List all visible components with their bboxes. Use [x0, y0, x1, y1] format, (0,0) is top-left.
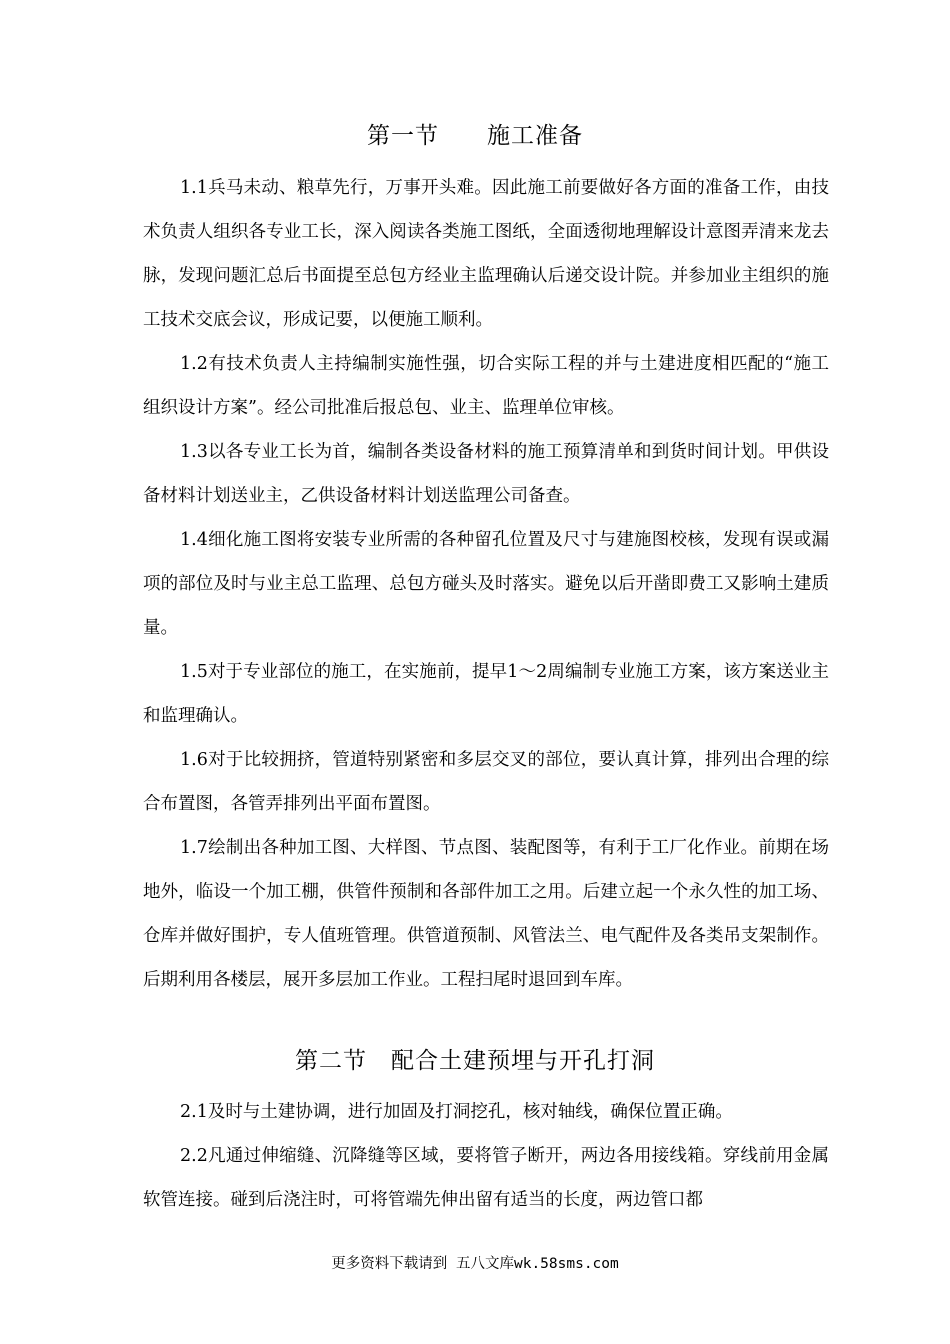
paragraph-1-5: 1.5对于专业部位的施工，在实施前，提早1～2周编制专业施工方案，该方案送业主和监理确认。: [143, 662, 829, 726]
paragraph-2-2: 2.2凡通过伸缩缝、沉降缝等区域，要将管子断开，两边各用接线箱。穿线前用金属软管连接。碰到后浇注时，可将管端先伸出留有适当的长度，两边管口都: [143, 1146, 829, 1210]
paragraph-1-6: 1.6对于比较拥挤，管道特别紧密和多层交叉的部位，要认真计算，排列出合理的综合布置图，各管弄排列出平面布置图。: [143, 750, 829, 814]
section-1-title: 第一节 施工准备: [367, 123, 583, 149]
paragraph-1-4: 1.4细化施工图将安装专业所需的各种留孔位置及尺寸与建施图校核，发现有误或漏项的部位及时与业主总工监理、总包方碰头及时落实。避免以后开凿即费工又影响土建质量。: [143, 530, 829, 638]
paragraph-1-3: 1.3以各专业工长为首，编制各类设备材料的施工预算清单和到货时间计划。甲供设备材料计划送业主，乙供设备材料计划送监理公司备查。: [143, 442, 829, 506]
section-2-title: 第二节 配合土建预埋与开孔打洞: [295, 1048, 655, 1074]
paragraph-1-7: 1.7绘制出各种加工图、大样图、节点图、装配图等，有利于工厂化作业。前期在场地外，临设一个加工棚，供管件预制和各部件加工之用。后建立起一个永久性的加工场、仓库并做好围护，专人值班管理。供管道预制、风管法兰、电气配件及各类吊支架制作。后期利用各楼层，展开多层加工作业。工程扫尾时退回到车库。: [143, 838, 829, 990]
paragraph-2-1: 2.1及时与土建协调，进行加固及打洞挖孔，核对轴线，确保位置正确。: [180, 1102, 733, 1122]
paragraph-1-2: 1.2有技术负责人主持编制实施性强，切合实际工程的并与土建进度相匹配的“施工组织设计方案”。经公司批准后报总包、业主、监理单位审核。: [143, 354, 829, 418]
footer-download-link[interactable]: 更多资料下载请到 五八文库wk.58sms.com: [331, 1256, 619, 1272]
paragraph-1-1: 1.1兵马未动、粮草先行，万事开头难。因此施工前要做好各方面的准备工作，由技术负责人组织各专业工长，深入阅读各类施工图纸，全面透彻地理解设计意图弄清来龙去脉，发现问题汇总后书面提至总包方经业主监理确认后递交设计院。并参加业主组织的施工技术交底会议，形成记要，以便施工顺利。: [143, 178, 829, 330]
